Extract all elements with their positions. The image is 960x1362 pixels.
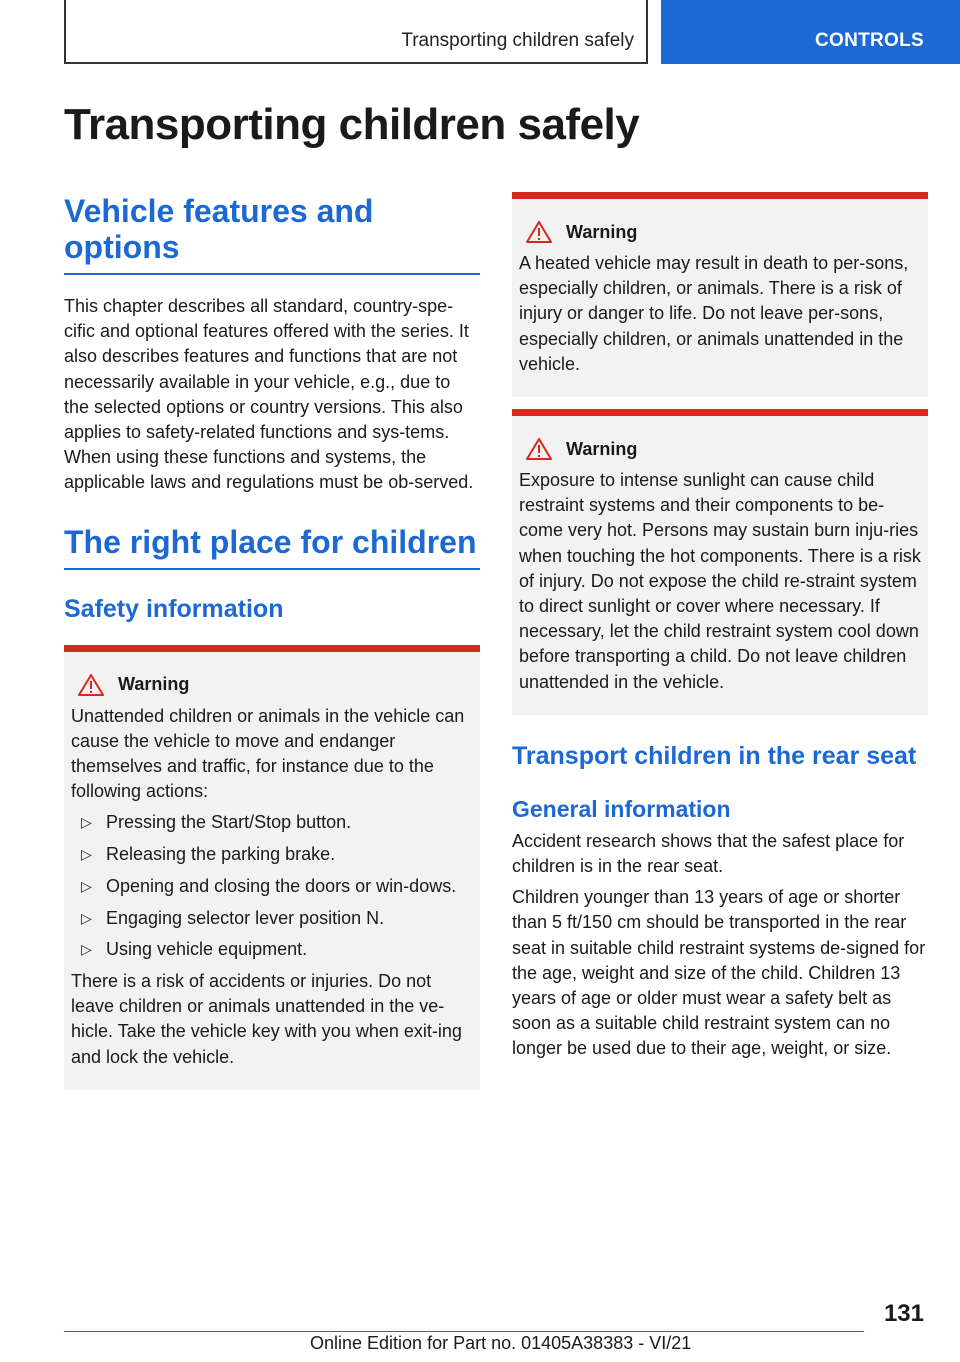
- warning-action-list: [71, 810, 473, 962]
- warning-intro: Unattended children or animals in the vehicle can cause the vehicle to move and endanger themselves and traffic, for instance due to the following actions:: [71, 705, 465, 802]
- list-item: ▷ Using vehicle equipment.: [71, 937, 473, 962]
- paragraph-vehicle-features: This chapter describes all standard, country-spe-cific and optional features offered with the series. It also describes features and functions that are not necessarily available in your vehicle, e.g., due to the selected options or country versions. This also applies to safety-related functions and sys-tems. When using these functions and systems, the applicable laws and regulations must be ob-served.: [64, 296, 474, 493]
- page-number: 131: [883, 1300, 924, 1327]
- warning-text: Exposure to intense sunlight can cause child restraint systems and their components to be-come very hot. Persons may sustain burn inju-ries when touching the hot components. There is a risk of injury. Do not expose the child re-straint system to direct sunlight or cover where necessary. If necessary, let the child restraint system cool down before transporting a child. Do not leave children unattended in the vehicle.: [519, 470, 921, 692]
- heading-safety-information: Safety information: [64, 594, 284, 623]
- edition-footer: Online Edition for Part no. 01405A38383 - VI/21: [310, 1333, 692, 1353]
- warning-box-unattended: [64, 645, 480, 1090]
- list-item: ▷ Pressing the Start/Stop button.: [71, 810, 473, 835]
- list-item: ▷ Engaging selector lever position N.: [71, 906, 473, 931]
- triangle-bullet-icon: ▷: [81, 941, 92, 958]
- warning-title: Warning: [566, 438, 638, 459]
- warning-triangle-icon: [526, 438, 552, 460]
- list-item: ▷ Opening and closing the doors or win-dows.: [71, 874, 473, 899]
- warning-title-row: [519, 219, 921, 245]
- header-section-title: Transporting children safely: [401, 30, 634, 51]
- warning-box-sunlight: [512, 409, 928, 715]
- warning-text: A heated vehicle may result in death to per-sons, especially children, or animals. There is a risk of injury or danger to life. Do not leave per-sons, especially children, or animals unattended in the vehicle.: [519, 253, 909, 374]
- warning-title-row: [519, 436, 921, 462]
- warning-triangle-icon: [78, 674, 104, 696]
- triangle-bullet-icon: ▷: [81, 814, 92, 831]
- heading-vehicle-features: Vehicle features and options: [64, 193, 480, 275]
- heading-general-information: General information: [512, 795, 731, 822]
- list-item: ▷ Releasing the parking brake.: [71, 842, 473, 867]
- header-chapter-label: CONTROLS: [815, 30, 925, 51]
- warning-box-heated-vehicle: [512, 192, 928, 397]
- warning-triangle-icon: [526, 221, 552, 243]
- triangle-bullet-icon: ▷: [81, 846, 92, 863]
- warning-title: Warning: [118, 674, 190, 695]
- heading-right-place: The right place for children: [64, 524, 480, 570]
- triangle-bullet-icon: ▷: [81, 909, 92, 926]
- warning-outro: There is a risk of accidents or injuries. Do not leave children or animals unattended in the ve-hicle. Take the vehicle key with you when exit-ing and lock the vehicle.: [71, 970, 462, 1067]
- header-chapter-tab: [661, 0, 960, 64]
- left-column: [64, 193, 480, 1090]
- footer-divider: [64, 1331, 864, 1332]
- warning-title: Warning: [566, 221, 638, 242]
- triangle-bullet-icon: ▷: [81, 877, 92, 894]
- page-title: Transporting children safely: [64, 100, 640, 149]
- heading-transport-rear-seat: Transport children in the rear seat: [512, 741, 917, 770]
- paragraph-general-2: Children younger than 13 years of age or shorter than 5 ft/150 cm should be transported in the rear seat in suitable child restraint systems de-signed for the age, weight and size of the child. Children 13 years of age or older must wear a safety belt as soon as a suitable child restraint system can no longer be used due to their age, weight, or size.: [512, 887, 926, 1059]
- paragraph-general-1: Accident research shows that the safest place for children is in the rear seat.: [512, 830, 905, 877]
- warning-title-row: [71, 672, 473, 698]
- header-section-box: [64, 0, 648, 64]
- right-column: [512, 192, 928, 1062]
